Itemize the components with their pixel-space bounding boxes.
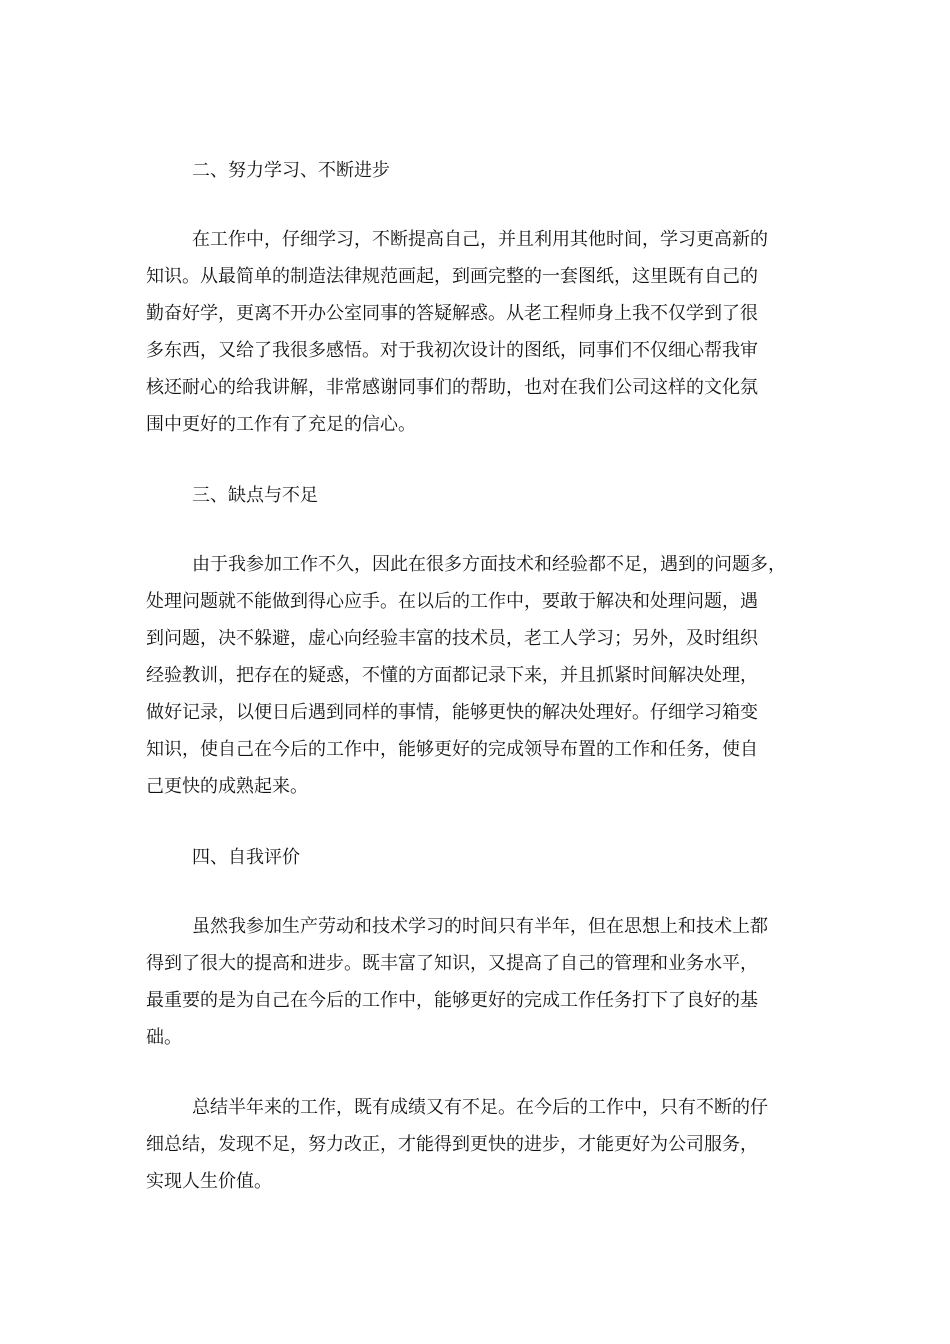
paragraph-line: 己更快的成熟起来。 [146,776,308,797]
paragraph-line: 处理问题就不能做到得心应手。在以后的工作中，要敢于解决和处理问题，遇 [146,591,758,612]
paragraph-line: 知识，使自己在今后的工作中，能够更好的完成领导布置的工作和任务，使自 [146,739,758,760]
paragraph-line: 围中更好的工作有了充足的信心。 [146,414,416,435]
paragraph-line: 总结半年来的工作，既有成绩又有不足。在今后的工作中，只有不断的仔 [192,1097,768,1118]
paragraph-line: 在工作中，仔细学习，不断提高自己，并且利用其他时间，学习更高新的 [192,229,768,250]
paragraph-line: 勤奋好学，更离不开办公室同事的答疑解惑。从老工程师身上我不仅学到了很 [146,303,758,324]
paragraph-line: 经验教训，把存在的疑惑，不懂的方面都记录下来，并且抓紧时间解决处理， [146,665,758,686]
paragraph-line: 到问题，决不躲避，虚心向经验丰富的技术员，老工人学习；另外，及时组织 [146,628,758,649]
paragraph-line: 知识。从最简单的制造法律规范画起，到画完整的一套图纸，这里既有自己的 [146,266,758,287]
section-heading-self-evaluation: 四、自我评价 [192,847,300,868]
paragraph-line: 核还耐心的给我讲解，非常感谢同事们的帮助，也对在我们公司这样的文化氛 [146,377,758,398]
paragraph-line: 多东西，又给了我很多感悟。对于我初次设计的图纸，同事们不仅细心帮我审 [146,340,758,361]
paragraph-line: 做好记录，以便日后遇到同样的事情，能够更快的解决处理好。仔细学习箱变 [146,702,758,723]
paragraph-line: 得到了很大的提高和进步。既丰富了知识，又提高了自己的管理和业务水平， [146,953,758,974]
section-heading-shortcomings: 三、缺点与不足 [192,485,318,506]
paragraph-line: 由于我参加工作不久，因此在很多方面技术和经验都不足，遇到的问题多， [192,554,786,575]
paragraph-line: 最重要的是为自己在今后的工作中，能够更好的完成工作任务打下了良好的基 [146,990,758,1011]
paragraph-line: 础。 [146,1027,182,1048]
paragraph-line: 实现人生价值。 [146,1171,272,1192]
paragraph-line: 虽然我参加生产劳动和技术学习的时间只有半年，但在思想上和技术上都 [192,916,768,937]
section-heading-study: 二、努力学习、不断进步 [192,160,390,181]
paragraph-line: 细总结，发现不足，努力改正，才能得到更快的进步，才能更好为公司服务， [146,1134,758,1155]
